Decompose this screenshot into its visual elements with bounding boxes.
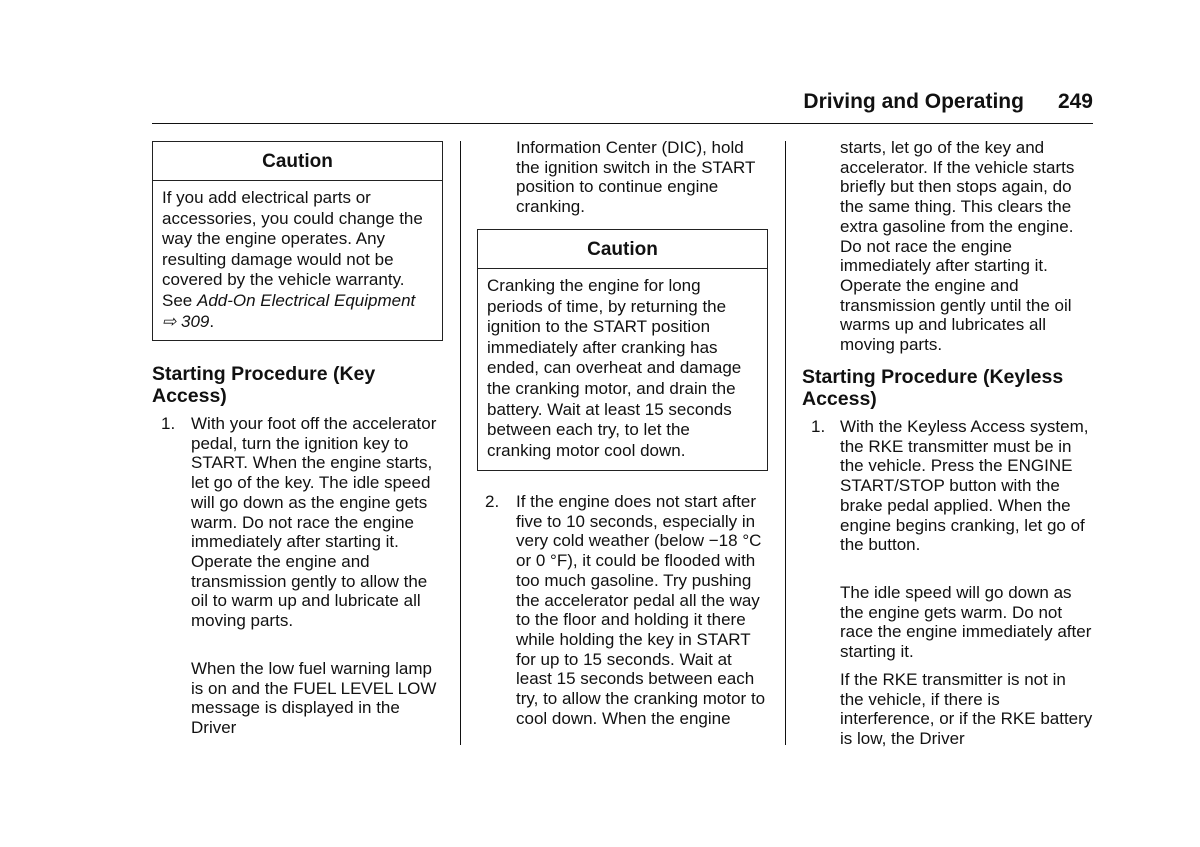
caution-box: [477, 229, 768, 471]
paragraph: starts, let go of the key and accelerator. If the vehicle starts briefly but then stops again, do the same thing. This clears the extra gasoline from the engine. Do not race the engine immediately after starting it. Operate the engine and transmission gently until the oil warms up and lubricates all moving parts.: [840, 138, 1075, 355]
paragraph: When the low fuel warning lamp is on and the FUEL LEVEL LOW message is displayed in the Driver: [191, 659, 437, 738]
paragraph: The idle speed will go down as the engine gets warm. Do not race the engine immediately after starting it.: [840, 583, 1092, 662]
list-number: 1.: [161, 414, 176, 433]
page-number: 249: [1057, 90, 1093, 113]
page-header: [152, 88, 1093, 116]
paragraph: Information Center (DIC), hold the ignition switch in the START position to continue engine cranking.: [516, 138, 756, 217]
paragraph: If the RKE transmitter is not in the vehicle, if there is interference, or if the RKE battery is low, the Driver: [840, 670, 1093, 749]
page-ref-arrow-icon: ⇨: [162, 311, 177, 331]
column-divider: [460, 141, 461, 745]
cross-reference-page[interactable]: 309: [180, 311, 210, 331]
caution-body: Cranking the engine for long periods of time, by returning the ignition to the START position immediately after cranking has ended, can overheat and damage the cranking motor, and drain the battery. Wait at least 15 seconds between each try, to let the cranking motor cool down.: [487, 276, 742, 460]
caution-body: [153, 181, 442, 332]
caution-box: [152, 141, 443, 341]
list-text: If the engine does not start after five to 10 seconds, especially in very cold weather (below −18 °C or 0 °F), it could be flooded with too much gasoline. Try pushing the accelerator pedal all the way to the floor and holding it there while holding the key in START for up to 15 seconds. Wait at least 15 seconds between each try, to allow the cranking motor to cool down. When the engine: [516, 492, 766, 728]
list-number: 1.: [811, 417, 826, 436]
list-number: 2.: [485, 492, 500, 511]
caution-end: .: [209, 311, 215, 331]
caution-title: Caution: [153, 142, 442, 181]
list-text: With your foot off the accelerator pedal, turn the ignition key to START. When the engine starts, let go of the key. The idle speed will go down as the engine gets warm. Do not race the engine immediately after starting it. Operate the engine and transmission gently to allow the oil to warm up and lubricate all moving parts.: [191, 414, 437, 631]
cross-reference-link[interactable]: Add-On Electrical Equipment: [196, 290, 416, 310]
list-text: With the Keyless Access system, the RKE transmitter must be in the vehicle. Press the ENGINE START/STOP button with the brake pedal applied. When the engine begins cranking, let go of the button.: [840, 417, 1089, 555]
caution-text: If you add electrical parts or accessories, you could change the way the engine operates. Any resulting damage would not be covered by the vehicle warranty. See: [162, 188, 423, 310]
section-heading: Starting Procedure (Keyless Access): [802, 366, 1064, 410]
section-title: Driving and Operating: [803, 90, 1024, 113]
caution-title: Caution: [478, 230, 767, 269]
column-divider: [785, 141, 786, 745]
header-rule: [152, 123, 1093, 124]
section-heading: Starting Procedure (Key Access): [152, 363, 376, 407]
